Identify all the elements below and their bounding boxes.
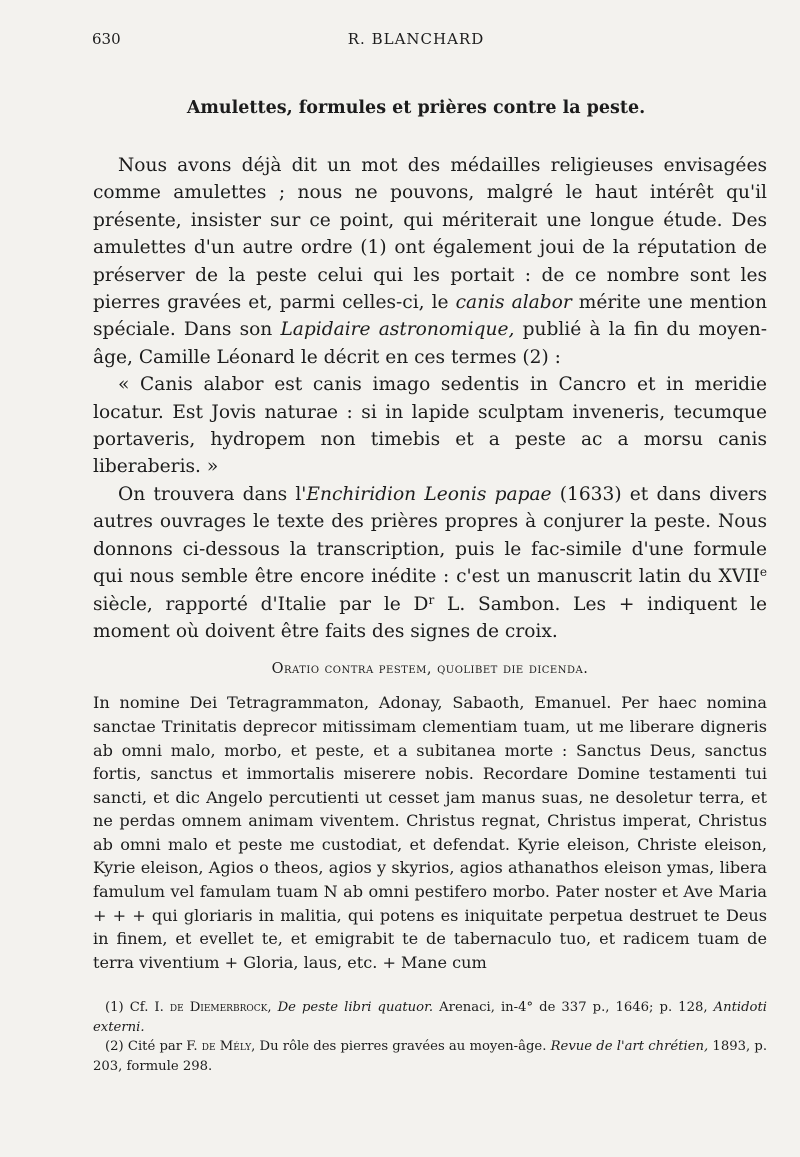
text-run: (2) Cité par F.: [105, 1039, 202, 1055]
body-text: [93, 152, 767, 1076]
text-run: siècle, rapporté d'Italie par le D: [93, 593, 429, 615]
text-run: mérite une mention spéciale. Dans son: [93, 292, 767, 341]
superscript: e: [759, 565, 767, 580]
text-run: (1) Cf. I.: [105, 1000, 170, 1016]
text-run: (1633) et dans divers autres ouvrages le texte des prières propres à conjurer la peste. Nous donnons ci-dessous la transcription, puis le fac-simile d'une formule qui nous semble être encore inédite : c'est un manuscrit latin du XVII: [93, 483, 767, 588]
italic-title: Lapidaire astronomique,: [280, 319, 515, 341]
page-number: 630: [92, 30, 121, 48]
text-run: Du rôle des pierres gravées au moyen-âge.: [255, 1039, 551, 1055]
author-name: de Mély,: [201, 1039, 256, 1055]
running-head: R. BLANCHARD: [347, 30, 485, 48]
text-run: Arenaci, in-4° de 337 p., 1646; p. 128,: [433, 1000, 714, 1016]
superscript: r: [428, 592, 435, 607]
text-run: On trouvera dans l': [118, 483, 307, 505]
author-name: de Diemerbrock,: [169, 1000, 272, 1016]
oratio-body: In nomine Dei Tetragrammaton, Adonay, Sabaoth, Emanuel. Per haec nomina sanctae Trinitatis deprecor mitissimam clementiam tuam, ut me liberare digneris ab omni malo, morbo, et peste, et a subitanea morte : Sanctus Deus, sanctus fortis, sanctus et immortalis miserere nobis. Recordare Domine testamenti tui sancti, et dic Angelo percutienti ut cesset jam manus suas, ne desoletur terra, et ne perdas omnem animam viventem. Christus regnat, Christus imperat, Christus ab omni malo et peste me custodiat, et defendat. Kyrie eleison, Christe eleison, Kyrie eleison, Agios o theos, agios y skyrios, agios athanathos eleison ymas, libera famulum vel famulam tuam N ab omni pestifero morbo. Pater noster et Ave Maria + + + qui gloriaris in malitia, qui potens es iniquitate perpetua destruet te Deus in finem, et evellet te, et emigrabit te de tabernaculo tuo, et radicem tuam de terra viventium + Gloria, laus, etc. + Mane cum: [93, 693, 767, 972]
page-header: [92, 30, 740, 54]
text-run: publié à la fin du moyen-âge, Camille Léonard le décrit en ces termes (2) :: [93, 319, 767, 368]
footnote-1: [93, 998, 767, 1037]
italic-title: Enchiridion Leonis papae: [306, 483, 552, 505]
oratio-heading: Oratio contra pestem, quolibet die dicenda.: [271, 661, 589, 678]
footnotes: [93, 998, 767, 1076]
paragraph-prieres: [93, 481, 767, 645]
section-title: Amulettes, formules et prières contre la peste.: [186, 98, 646, 118]
text-run: L. Sambon. Les + indiquent le moment où doivent être faits des signes de croix.: [93, 593, 767, 642]
italic-term: canis alabor: [455, 292, 572, 314]
paragraph-amulettes: [93, 152, 767, 371]
footnote-2: [93, 1037, 767, 1076]
italic-title: Revue de l'art chrétien,: [550, 1039, 709, 1055]
latin-quote: « Canis alabor est canis imago sedentis in Cancro et in meridie locatur. Est Jovis naturae : si in lapide sculptam inveneris, tecumque portaveris, hydropem non timebis et a peste ac a morsu canis liberaberis. »: [93, 374, 767, 478]
italic-title: Antidoti externi.: [93, 1000, 768, 1035]
text-run: Nous avons déjà dit un mot des médailles religieuses envisagées comme amulettes ; nous ne pouvons, malgré le haut intérêt qu'il présente, insister sur ce point, qui mériterait une longue étude. Des amulettes d'un autre ordre (1) ont également joui de la réputation de préserver de la peste celui qui les portait : de ce nombre sont les pierres gravées et, parmi celles-ci, le: [93, 155, 767, 314]
italic-title: De peste libri quatuor.: [277, 1000, 434, 1016]
text-run: 1893, p. 203, formule 298.: [93, 1039, 768, 1074]
oratio-text: [93, 691, 767, 974]
